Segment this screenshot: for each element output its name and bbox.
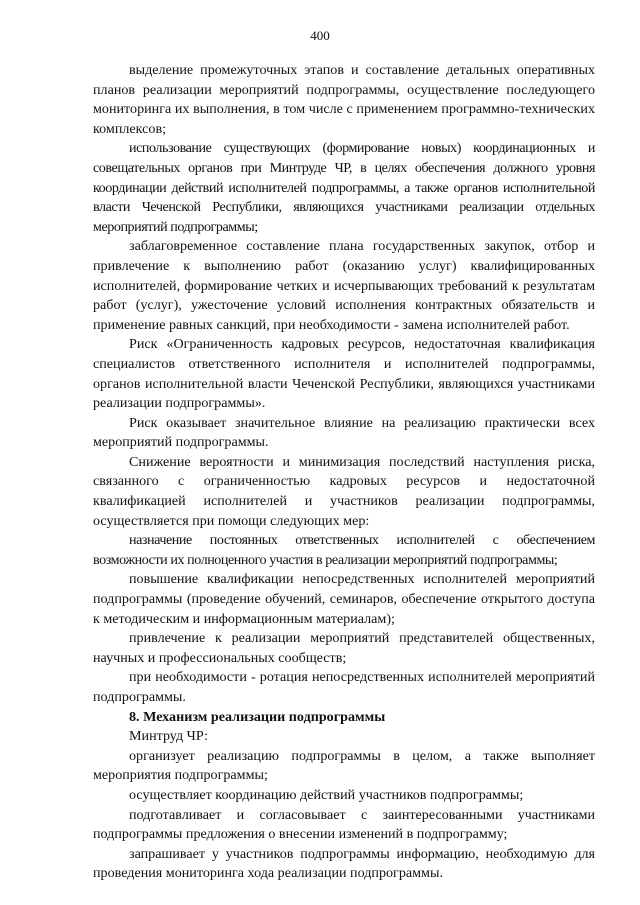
paragraph: повышение квалификации непосредственных исполнителей мероприятий подпрограммы (проведение обучений, семинаров, обеспечение открытого доступа к методическим и информационным материалам); bbox=[93, 571, 595, 627]
paragraph: при необходимости - ротация непосредственных исполнителей мероприятий подпрограммы. bbox=[93, 669, 595, 705]
paragraph: выделение промежуточных этапов и составление детальных оперативных планов реализации мероприятий подпрограммы, осуществление последующего мониторинга их выполнения, в том числе с применением программно-технических комплексов; bbox=[93, 62, 595, 137]
paragraph: заблаговременное составление плана государственных закупок, отбор и привлечение к выполнению работ (оказанию услуг) квалифицированных исполнителей, формирование четких и исчерпывающих требований к результатам работ (услуг), ужесточение условий исполнения контрактных обязательств и применение равных санкций, при необходимости - замена исполнителей работ. bbox=[93, 238, 595, 333]
paragraph: привлечение к реализации мероприятий представителей общественных, научных и профессиональных сообществ; bbox=[93, 630, 595, 666]
paragraph: Снижение вероятности и минимизация последствий наступления риска, связанного с ограниченностью кадровых ресурсов и недостаточной квалификацией исполнителей и участников реализации подпрограммы, осуществляется при помощи следующих мер: bbox=[93, 453, 595, 529]
paragraph: использование существующих (формирование новых) координационных и совещательных органов при Минтруде ЧР, в целях обеспечения должного уровня координации действий исполнителей подпрограммы, а также органов исполнительной власти Чеченской Республики, являющихся участниками реализации отдельных мероприятий подпрограммы; bbox=[93, 140, 595, 235]
paragraph: Риск «Ограниченность кадровых ресурсов, недостаточная квалификация специалистов ответственного исполнителя и исполнителей подпрограммы, органов исполнительной власти Чеченской Республики, являющихся участниками реализации подпрограммы». bbox=[93, 336, 595, 412]
section-heading: 8. Механизм реализации подпрограммы bbox=[129, 708, 386, 725]
paragraph: Риск оказывает значительное влияние на реализацию практически всех мероприятий подпрограммы. bbox=[93, 414, 595, 451]
paragraph: организует реализацию подпрограммы в целом, а также выполняет мероприятия подпрограммы; bbox=[93, 747, 595, 784]
paragraph: осуществляет координацию действий участников подпрограммы; bbox=[129, 786, 524, 803]
paragraph: назначение постоянных ответственных исполнителей с обеспечением возможности их полноценного участия в реализации мероприятий подпрограммы; bbox=[93, 532, 595, 568]
paragraph: запрашивает у участников подпрограммы информацию, необходимую для проведения мониторинга хода реализации подпрограммы. bbox=[93, 845, 595, 882]
document-body bbox=[93, 61, 595, 884]
paragraph: Минтруд ЧР: bbox=[129, 728, 209, 745]
page-number: 400 bbox=[310, 28, 330, 43]
paragraph: подготавливает и согласовывает с заинтересованными участниками подпрограммы предложения о внесении изменений в подпрограмму; bbox=[93, 806, 595, 843]
